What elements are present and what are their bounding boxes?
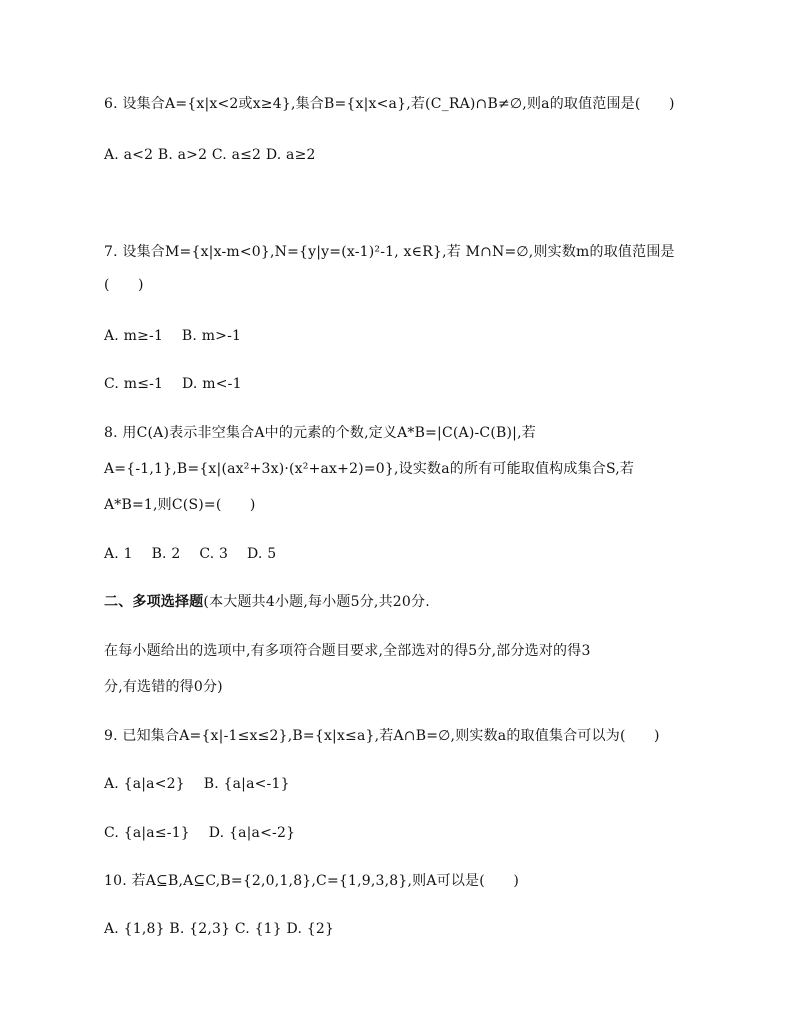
- q7-options-line2: C. m≤-1 D. m<-1: [104, 376, 242, 392]
- q8-stem-line2: A={-1,1},B={x|(ax²+3x)·(x²+ax+2)=0},设实数a的所有可能取值构成集合S,若: [104, 461, 635, 477]
- q9-options-line2: C. {a|a≤-1} D. {a|a<-2}: [104, 825, 296, 841]
- q7-options-line1: A. m≥-1 B. m>-1: [104, 328, 242, 344]
- q8-options: A. 1 B. 2 C. 3 D. 5: [104, 546, 277, 562]
- q6-options: A. a<2 B. a>2 C. a≤2 D. a≥2: [104, 147, 316, 163]
- q10-stem: 10. 若A⊆B,A⊆C,B={2,0,1,8},C={1,9,3,8},则A可以是( ): [104, 873, 519, 889]
- q8-stem-line1: 8. 用C(A)表示非空集合A中的元素的个数,定义A*B=|C(A)-C(B)|,若: [104, 425, 536, 441]
- q7-stem-line1: 7. 设集合M={x|x-m<0},N={y|y=(x-1)²-1, x∈R},若 M∩N=∅,则实数m的取值范围是: [104, 244, 675, 260]
- section2-heading-line: [104, 593, 430, 611]
- q7-stem-line2: ( ): [104, 277, 144, 293]
- q9-options-line1: A. {a|a<2} B. {a|a<-1}: [104, 776, 290, 792]
- section2-heading-note: (本大题共4小题,每小题5分,共20分.: [203, 594, 430, 610]
- section2-heading: 二、多项选择题: [104, 594, 204, 610]
- section2-instruction-line2: 分,有选错的得0分): [104, 679, 223, 695]
- q6-stem: 6. 设集合A={x|x<2或x≥4},集合B={x|x<a},若(C_RA)∩B≠∅,则a的取值范围是( ): [104, 96, 675, 112]
- q8-stem-line3: A*B=1,则C(S)=( ): [104, 497, 256, 513]
- section2-instruction-line1: 在每小题给出的选项中,有多项符合题目要求,全部选对的得5分,部分选对的得3: [104, 643, 591, 659]
- q9-stem: 9. 已知集合A={x|-1≤x≤2},B={x|x≤a},若A∩B=∅,则实数a的取值集合可以为( ): [104, 728, 660, 744]
- q10-options: A. {1,8} B. {2,3} C. {1} D. {2}: [104, 921, 335, 937]
